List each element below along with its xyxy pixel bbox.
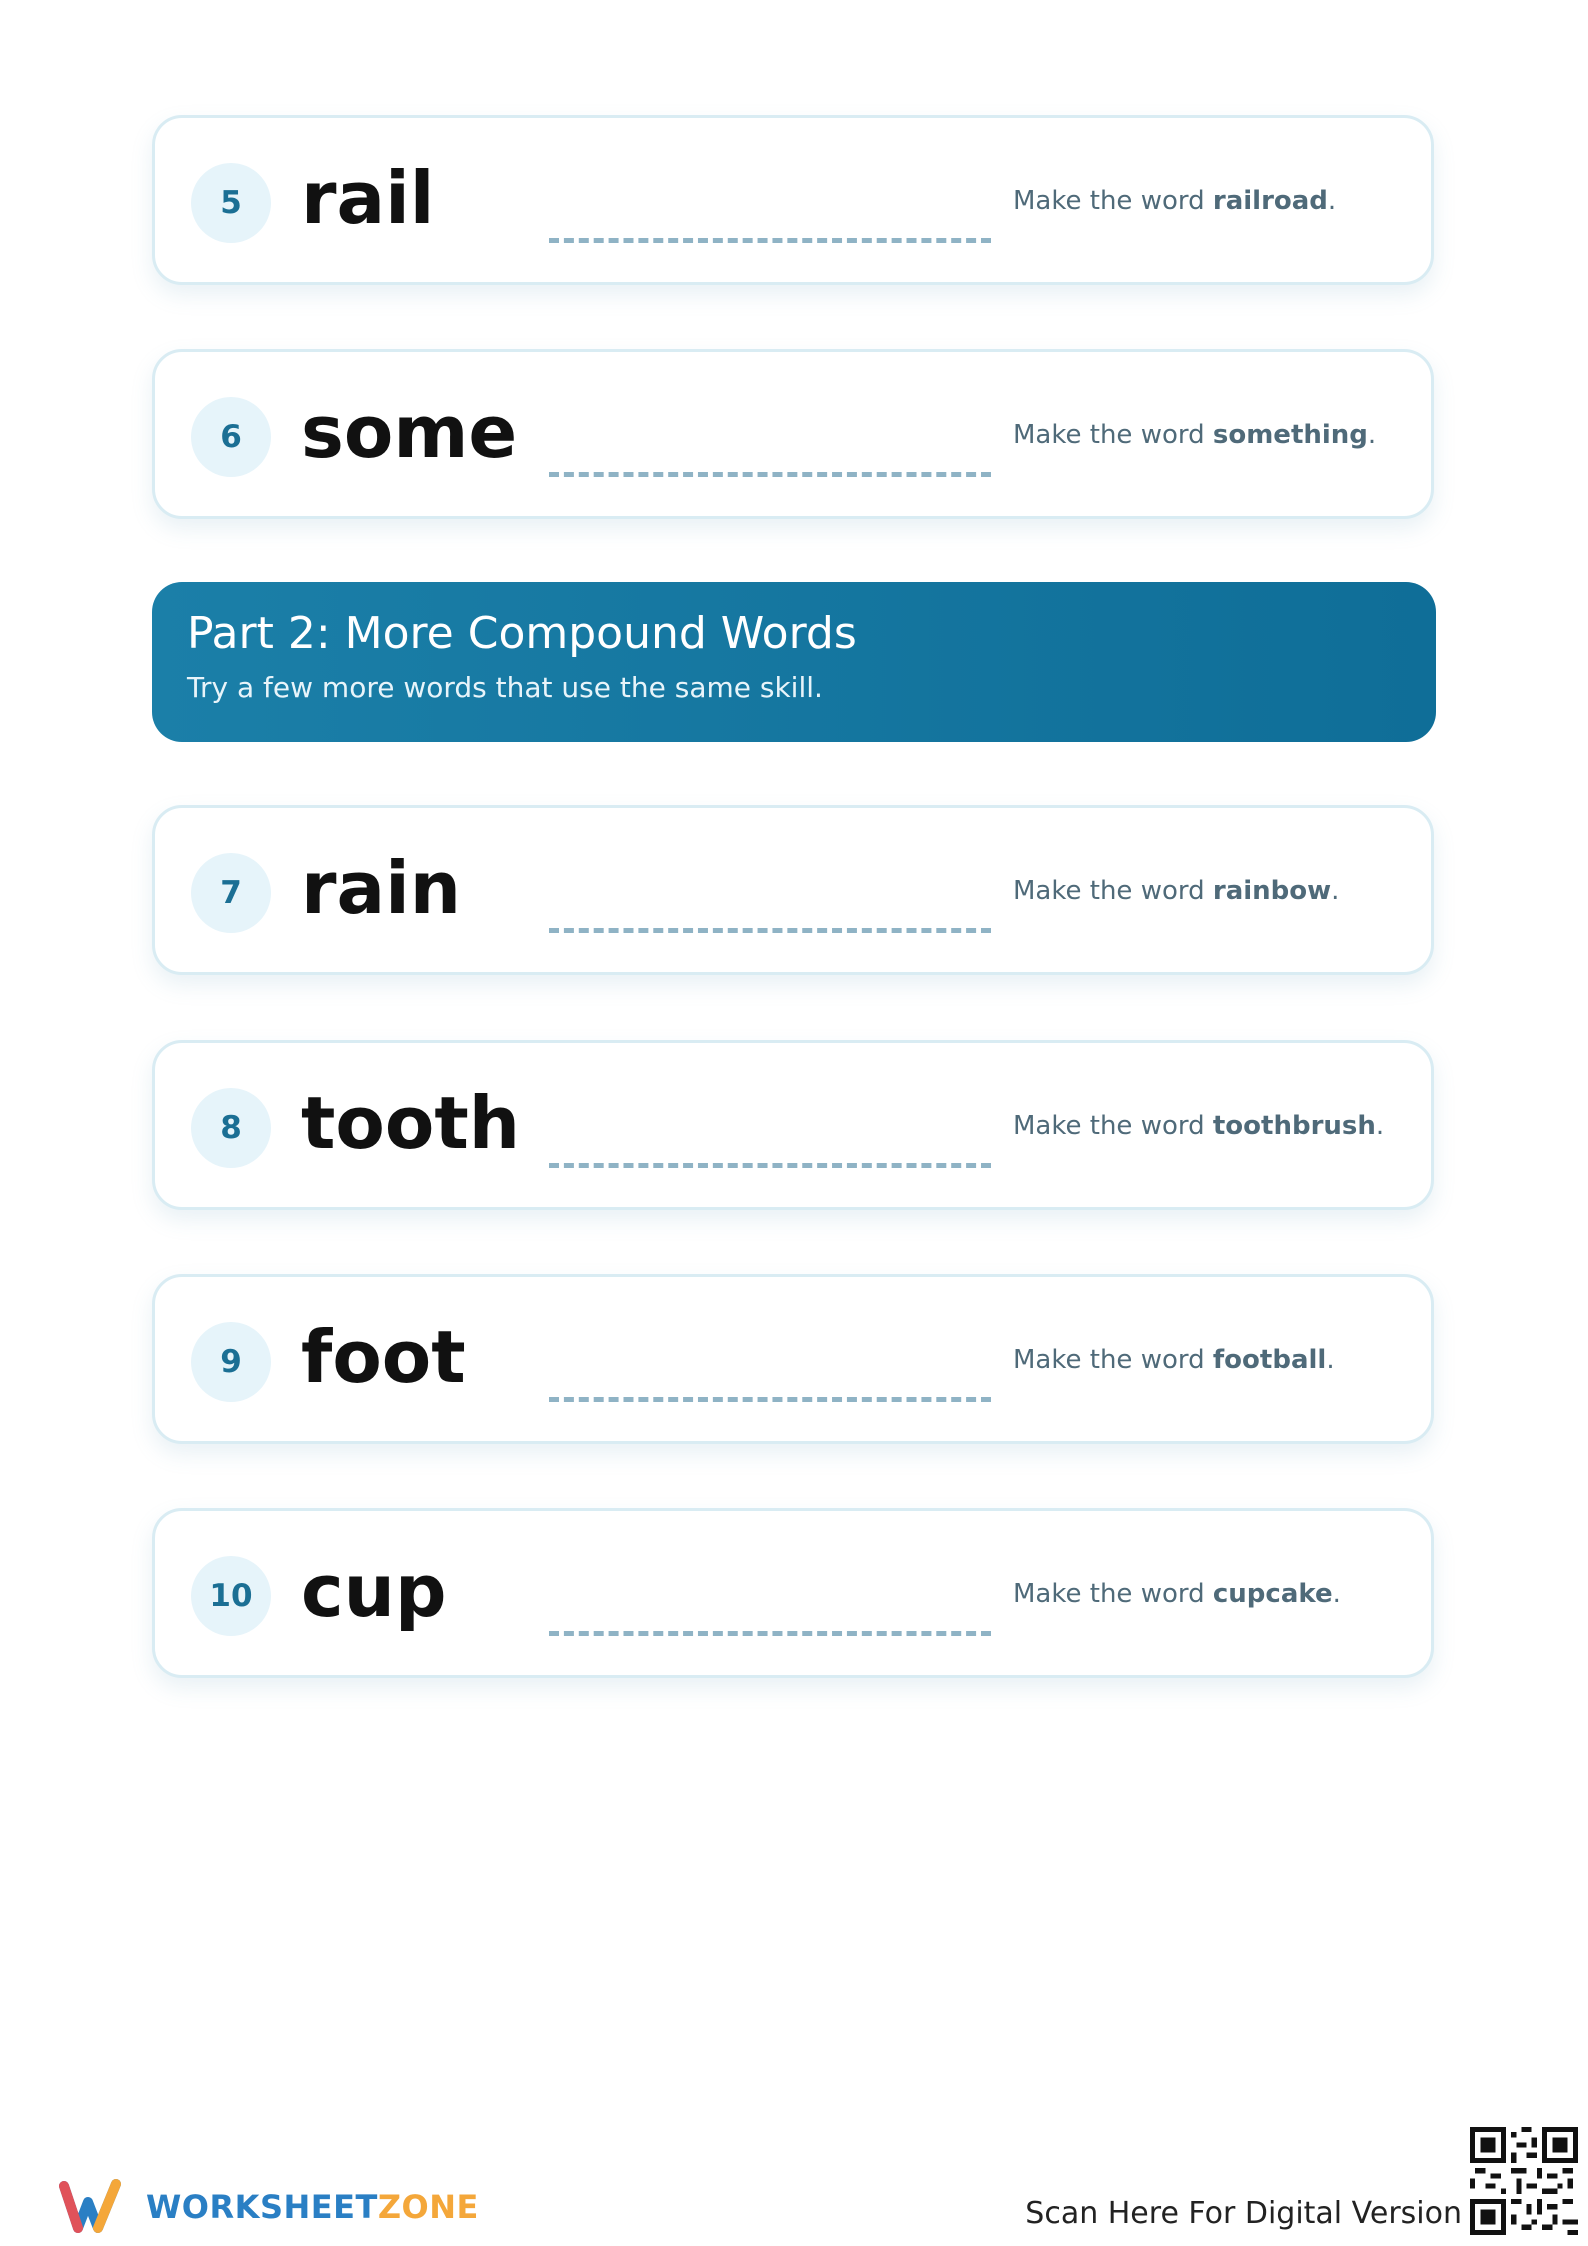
exercise-card <box>152 349 1434 519</box>
base-word: tooth <box>301 1081 521 1165</box>
hint-text: Make the word something. <box>1013 420 1377 450</box>
qr-code-icon[interactable] <box>1470 2127 1578 2235</box>
section-subtitle: Try a few more words that use the same skill. <box>187 671 823 704</box>
hint-target-word: toothbrush <box>1212 1111 1376 1141</box>
exercise-card <box>152 805 1434 975</box>
brand-logo <box>58 2178 479 2236</box>
base-word: some <box>301 390 518 474</box>
hint-text: Make the word football. <box>1013 1345 1335 1375</box>
section-title: Part 2: More Compound Words <box>187 608 857 659</box>
hint-target-word: railroad <box>1212 186 1328 216</box>
hint-target-word: something <box>1212 420 1368 450</box>
base-word: foot <box>301 1315 466 1399</box>
answer-blank[interactable] <box>549 1397 991 1402</box>
hint-target-word: rainbow <box>1212 876 1332 906</box>
hint-text: Make the word cupcake. <box>1013 1579 1341 1609</box>
answer-blank[interactable] <box>549 472 991 477</box>
item-number-badge: 9 <box>191 1322 271 1402</box>
answer-blank[interactable] <box>549 928 991 933</box>
answer-blank[interactable] <box>549 238 991 243</box>
base-word: rain <box>301 846 462 930</box>
hint-target-word: football <box>1212 1345 1327 1375</box>
item-number-badge: 5 <box>191 163 271 243</box>
exercise-card <box>152 115 1434 285</box>
section-banner <box>152 582 1436 742</box>
brand-name: WORKSHEETZONE <box>146 2188 479 2226</box>
item-number-badge: 8 <box>191 1088 271 1168</box>
base-word: cup <box>301 1549 447 1633</box>
base-word: rail <box>301 156 435 240</box>
hint-text: Make the word toothbrush. <box>1013 1111 1385 1141</box>
item-number-badge: 7 <box>191 853 271 933</box>
item-number-badge: 6 <box>191 397 271 477</box>
exercise-card <box>152 1040 1434 1210</box>
hint-target-word: cupcake <box>1212 1579 1333 1609</box>
hint-text: Make the word railroad. <box>1013 186 1337 216</box>
exercise-card <box>152 1274 1434 1444</box>
answer-blank[interactable] <box>549 1631 991 1636</box>
hint-text: Make the word rainbow. <box>1013 876 1340 906</box>
answer-blank[interactable] <box>549 1163 991 1168</box>
item-number-badge: 10 <box>191 1556 271 1636</box>
exercise-card <box>152 1508 1434 1678</box>
scan-caption: Scan Here For Digital Version <box>1025 2196 1462 2231</box>
worksheetzone-w-logo-icon <box>58 2178 134 2236</box>
